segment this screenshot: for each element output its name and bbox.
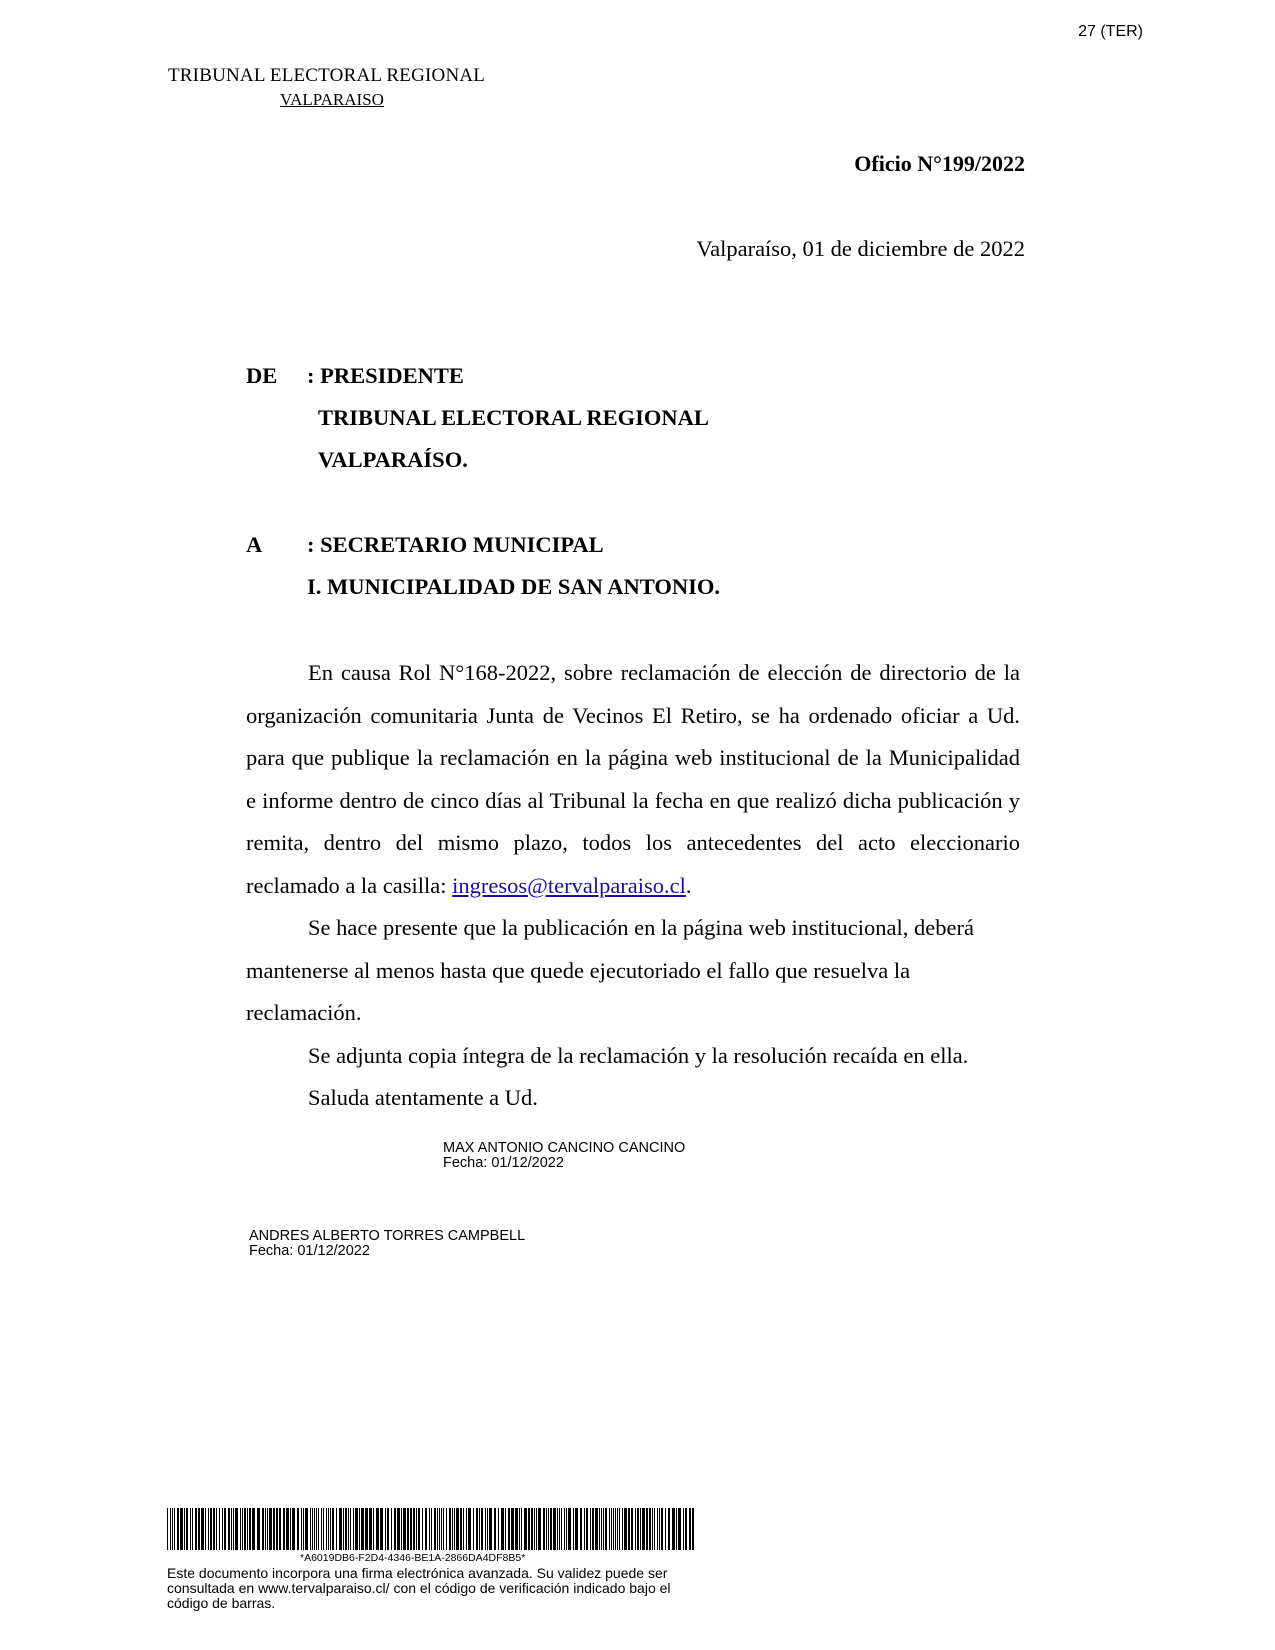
document-number: Oficio N°199/2022 bbox=[854, 151, 1025, 176]
barcode-bar bbox=[501, 1508, 504, 1550]
barcode-bar bbox=[521, 1508, 522, 1550]
barcode-bar bbox=[564, 1508, 565, 1550]
barcode-bar bbox=[235, 1508, 238, 1550]
barcode-bar bbox=[385, 1508, 386, 1550]
barcode-bar bbox=[603, 1508, 604, 1550]
barcode-bar bbox=[446, 1508, 447, 1550]
barcode-bar bbox=[605, 1508, 607, 1550]
barcode-bar bbox=[649, 1508, 651, 1550]
barcode-bar bbox=[167, 1508, 168, 1550]
barcode-bar bbox=[353, 1508, 354, 1550]
barcode-bar bbox=[489, 1508, 492, 1550]
barcode-bar bbox=[350, 1508, 351, 1550]
barcode-bar bbox=[301, 1508, 302, 1550]
signature-block bbox=[443, 1141, 685, 1171]
header-organization: TRIBUNAL ELECTORAL REGIONAL bbox=[168, 65, 486, 86]
barcode-bar bbox=[290, 1508, 291, 1550]
barcode-bar bbox=[177, 1508, 179, 1550]
barcode-bar bbox=[410, 1508, 412, 1550]
closing-line: Saluda atentamente a Ud. bbox=[308, 1085, 538, 1110]
barcode-bar bbox=[613, 1508, 614, 1550]
barcode-bar bbox=[265, 1508, 266, 1550]
barcode-bar bbox=[463, 1508, 464, 1550]
barcode-bar bbox=[609, 1508, 610, 1550]
barcode-bar bbox=[479, 1508, 480, 1550]
barcode-bar bbox=[546, 1508, 547, 1550]
barcode-bar bbox=[252, 1508, 255, 1550]
barcode-bar bbox=[654, 1508, 655, 1550]
barcode-bar bbox=[336, 1508, 337, 1550]
barcode-bar bbox=[692, 1508, 694, 1550]
barcode-bar bbox=[429, 1508, 430, 1550]
barcode-bar bbox=[494, 1508, 496, 1550]
barcode-bar bbox=[676, 1508, 677, 1550]
barcode-bar bbox=[586, 1508, 588, 1550]
to-line: : SECRETARIO MUNICIPAL bbox=[307, 532, 604, 557]
barcode-bar bbox=[422, 1508, 423, 1550]
verification-note: Este documento incorpora una firma electrónica avanzada. Su validez puede ser consultada en www.tervalparaiso.cl/ con el código de verificación indicado bajo el código de barras. bbox=[167, 1565, 671, 1611]
barcode-bar bbox=[321, 1508, 322, 1550]
barcode-bar bbox=[172, 1508, 173, 1550]
from-line: TRIBUNAL ELECTORAL REGIONAL bbox=[318, 405, 709, 430]
body-paragraph: Se adjunta copia íntegra de la reclamación y la resolución recaída en ella. bbox=[308, 1042, 969, 1068]
barcode-bar bbox=[575, 1508, 578, 1550]
barcode-bar bbox=[210, 1508, 212, 1550]
barcode-bar bbox=[318, 1508, 319, 1550]
signer-name: MAX ANTONIO CANCINO CANCINO bbox=[443, 1140, 686, 1156]
barcode-bar bbox=[611, 1508, 612, 1550]
barcode-bar bbox=[273, 1508, 275, 1550]
barcode-bar bbox=[685, 1508, 687, 1550]
barcode-bar bbox=[323, 1508, 324, 1550]
barcode-bar bbox=[599, 1508, 600, 1550]
barcode-bar bbox=[573, 1508, 574, 1550]
barcode-bar bbox=[601, 1508, 602, 1550]
barcode-bar bbox=[195, 1508, 197, 1550]
barcode-bar bbox=[672, 1508, 675, 1550]
barcode-bar bbox=[524, 1508, 527, 1550]
barcode-bar bbox=[566, 1508, 567, 1550]
barcode-bar bbox=[292, 1508, 295, 1550]
barcode-bar bbox=[441, 1508, 442, 1550]
barcode-bar bbox=[316, 1508, 317, 1550]
barcode-bar bbox=[689, 1508, 691, 1550]
barcode-bar bbox=[257, 1508, 260, 1550]
body-paragraph: Se hace presente que la publicación en la página web institucional, deberá mantenerse al menos hasta que quede ejecutoriado el fallo que resuelva la reclamación. bbox=[246, 915, 974, 1025]
barcode-bar bbox=[247, 1508, 248, 1550]
letter-body bbox=[246, 652, 1020, 1120]
barcode-bar bbox=[559, 1508, 560, 1550]
page-number: 27 (TER) bbox=[1078, 23, 1143, 40]
place-date: Valparaíso, 01 de diciembre de 2022 bbox=[696, 236, 1025, 261]
barcode-bar bbox=[580, 1508, 582, 1550]
barcode-bar bbox=[170, 1508, 171, 1550]
barcode-bar bbox=[407, 1508, 409, 1550]
barcode-bar bbox=[431, 1508, 432, 1550]
barcode-bar bbox=[519, 1508, 520, 1550]
barcode-bar bbox=[528, 1508, 530, 1550]
barcode-bar bbox=[615, 1508, 616, 1550]
barcode-bar bbox=[242, 1508, 243, 1550]
barcode-bar bbox=[391, 1508, 392, 1550]
barcode-bar bbox=[380, 1508, 383, 1550]
signature-date: Fecha: 01/12/2022 bbox=[249, 1243, 370, 1259]
barcode-bar bbox=[365, 1508, 368, 1550]
barcode-bar bbox=[312, 1508, 313, 1550]
barcode-bar bbox=[186, 1508, 188, 1550]
barcode-bar bbox=[590, 1508, 591, 1550]
barcode-bar bbox=[326, 1508, 327, 1550]
barcode-bar bbox=[418, 1508, 420, 1550]
barcode-bar bbox=[305, 1508, 308, 1550]
barcode-bar bbox=[617, 1508, 618, 1550]
body-paragraph-end: . bbox=[685, 872, 692, 898]
barcode-bar bbox=[184, 1508, 185, 1550]
barcode-bar bbox=[339, 1508, 342, 1550]
barcode-bar bbox=[279, 1508, 281, 1550]
barcode-bar bbox=[531, 1508, 533, 1550]
signer-name: ANDRES ALBERTO TORRES CAMPBELL bbox=[249, 1228, 526, 1244]
barcode-bar bbox=[543, 1508, 545, 1550]
barcode-bar bbox=[505, 1508, 506, 1550]
signature-block bbox=[249, 1229, 525, 1259]
barcode-bar bbox=[394, 1508, 396, 1550]
barcode-bar bbox=[454, 1508, 455, 1550]
barcode-bar bbox=[538, 1508, 541, 1550]
barcode-bar bbox=[244, 1508, 246, 1550]
barcode-bar bbox=[456, 1508, 459, 1550]
barcode-bar bbox=[201, 1508, 204, 1550]
barcode-bar bbox=[468, 1508, 471, 1550]
barcode-bar bbox=[286, 1508, 289, 1550]
barcode-bar bbox=[683, 1508, 684, 1550]
barcode-bar bbox=[466, 1508, 467, 1550]
barcode-bar bbox=[665, 1508, 666, 1550]
barcode-bar bbox=[449, 1508, 451, 1550]
barcode-bar bbox=[631, 1508, 633, 1550]
from-line: : PRESIDENTE bbox=[307, 363, 464, 388]
header-city: VALPARAISO bbox=[280, 90, 384, 109]
barcode-bar bbox=[534, 1508, 535, 1550]
barcode-bar bbox=[487, 1508, 488, 1550]
barcode-bar bbox=[224, 1508, 226, 1550]
barcode-bar bbox=[249, 1508, 251, 1550]
barcode-bar bbox=[355, 1508, 358, 1550]
barcode-bar bbox=[624, 1508, 627, 1550]
barcode-bar bbox=[180, 1508, 183, 1550]
barcode-bar bbox=[642, 1508, 645, 1550]
barcode-bar bbox=[646, 1508, 648, 1550]
barcode-bar bbox=[661, 1508, 663, 1550]
barcode-bar bbox=[595, 1508, 598, 1550]
barcode-bar bbox=[485, 1508, 486, 1550]
barcode-bar bbox=[216, 1508, 217, 1550]
barcode-bar bbox=[228, 1508, 230, 1550]
from-line: VALPARAÍSO. bbox=[318, 447, 468, 472]
barcode-bar bbox=[476, 1508, 478, 1550]
barcode-bar bbox=[548, 1508, 549, 1550]
barcode-bar bbox=[332, 1508, 334, 1550]
barcode-bar bbox=[297, 1508, 299, 1550]
barcode-bar bbox=[401, 1508, 402, 1550]
barcode-bar bbox=[515, 1508, 518, 1550]
barcode-bar bbox=[397, 1508, 400, 1550]
barcode-bar bbox=[174, 1508, 175, 1550]
barcode-bar bbox=[231, 1508, 232, 1550]
barcode-bar bbox=[222, 1508, 223, 1550]
email-link[interactable]: ingresos@tervalparaiso.cl bbox=[452, 872, 686, 898]
barcode-bar bbox=[511, 1508, 514, 1550]
barcode-bar bbox=[437, 1508, 438, 1550]
barcode-bar bbox=[553, 1508, 556, 1550]
barcode-bar bbox=[640, 1508, 641, 1550]
barcode-bar bbox=[622, 1508, 623, 1550]
barcode-bar bbox=[439, 1508, 440, 1550]
barcode-bar bbox=[213, 1508, 215, 1550]
barcode-bar bbox=[536, 1508, 537, 1550]
signature-date: Fecha: 01/12/2022 bbox=[443, 1155, 564, 1171]
barcode-bar bbox=[303, 1508, 304, 1550]
barcode-bar bbox=[403, 1508, 406, 1550]
barcode-bar bbox=[330, 1508, 331, 1550]
barcode-bar bbox=[205, 1508, 206, 1550]
to-line: I. MUNICIPALIDAD DE SAN ANTONIO. bbox=[307, 574, 720, 599]
barcode-bar bbox=[659, 1508, 660, 1550]
barcode-code: *A6019DB6-F2D4-4346-BE1A-2866DA4DF8B5* bbox=[300, 1552, 526, 1564]
barcode-bar bbox=[373, 1508, 374, 1550]
barcode-bar bbox=[568, 1508, 571, 1550]
barcode-bar bbox=[637, 1508, 639, 1550]
barcode-bar bbox=[328, 1508, 329, 1550]
barcode-bar bbox=[592, 1508, 594, 1550]
barcode-bar bbox=[208, 1508, 209, 1550]
barcode-bar bbox=[262, 1508, 264, 1550]
barcode-bar bbox=[267, 1508, 268, 1550]
barcode-bar bbox=[652, 1508, 653, 1550]
barcode-bar bbox=[276, 1508, 278, 1550]
barcode-bar bbox=[345, 1508, 347, 1550]
barcode-bar bbox=[314, 1508, 315, 1550]
barcode-bar bbox=[678, 1508, 681, 1550]
barcode-bar bbox=[434, 1508, 436, 1550]
barcode-bar bbox=[619, 1508, 620, 1550]
from-label: DE bbox=[246, 363, 278, 388]
barcode-bar bbox=[269, 1508, 272, 1550]
barcode-bar bbox=[387, 1508, 389, 1550]
barcode-bar bbox=[628, 1508, 630, 1550]
barcode-bar bbox=[376, 1508, 379, 1550]
barcode-bar bbox=[198, 1508, 200, 1550]
barcode-bar bbox=[481, 1508, 483, 1550]
to-label: A bbox=[246, 532, 263, 557]
barcode-bar bbox=[557, 1508, 558, 1550]
barcode-bar bbox=[348, 1508, 349, 1550]
barcode-bar bbox=[240, 1508, 241, 1550]
barcode-bar bbox=[452, 1508, 453, 1550]
barcode-bar bbox=[425, 1508, 427, 1550]
body-paragraph bbox=[246, 652, 1020, 907]
barcode-bar bbox=[508, 1508, 510, 1550]
barcode bbox=[167, 1508, 695, 1550]
barcode-bar bbox=[498, 1508, 499, 1550]
barcode-bar bbox=[192, 1508, 193, 1550]
barcode-bar bbox=[283, 1508, 285, 1550]
barcode-bar bbox=[668, 1508, 670, 1550]
body-paragraph-text: En causa Rol N°168-2022, sobre reclamación de elección de directorio de la organización comunitaria Junta de Vecinos El Retiro, se ha ordenado oficiar a Ud. para que publique la reclamación en la página web institucional de la Municipalidad e informe dentro de cinco días al Tribunal la fecha en que realizó dicha publicación y remita, dentro del mismo plazo, todos los antecedentes del acto eleccionario reclamado a la casilla: bbox=[246, 660, 1020, 898]
barcode-bar bbox=[190, 1508, 191, 1550]
barcode-bar bbox=[443, 1508, 444, 1550]
barcode-bar bbox=[343, 1508, 344, 1550]
barcode-bar bbox=[310, 1508, 311, 1550]
barcode-bar bbox=[219, 1508, 220, 1550]
barcode-bar bbox=[657, 1508, 658, 1550]
barcode-bar bbox=[233, 1508, 234, 1550]
barcode-bar bbox=[584, 1508, 585, 1550]
barcode-bar bbox=[361, 1508, 364, 1550]
barcode-bar bbox=[550, 1508, 552, 1550]
barcode-bar bbox=[460, 1508, 462, 1550]
barcode-bar bbox=[561, 1508, 562, 1550]
barcode-bar bbox=[369, 1508, 372, 1550]
barcode-bar bbox=[359, 1508, 360, 1550]
barcode-bar bbox=[473, 1508, 474, 1550]
barcode-bar bbox=[413, 1508, 415, 1550]
barcode-bar bbox=[635, 1508, 636, 1550]
barcode-bar bbox=[416, 1508, 417, 1550]
